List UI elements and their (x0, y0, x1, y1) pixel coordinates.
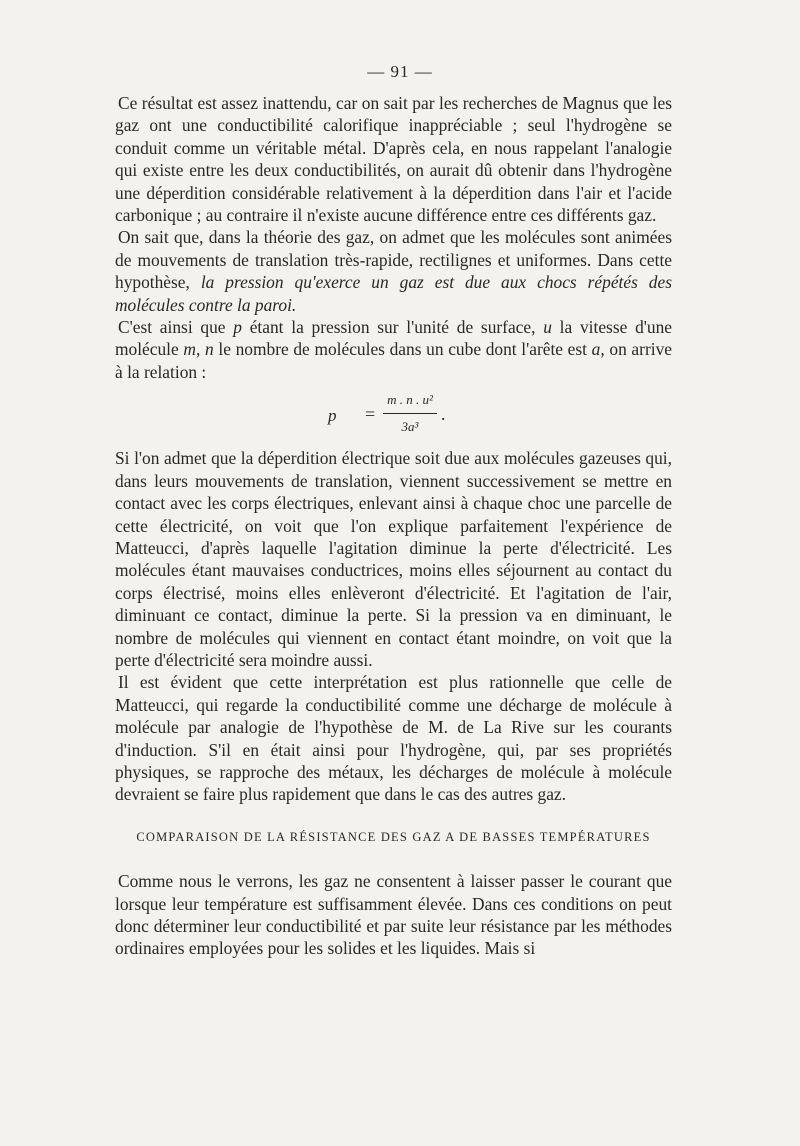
formula-numerator: m . n . u² (383, 389, 437, 413)
p3-e: on arrive à la relation : (115, 339, 672, 382)
formula-fraction (383, 389, 437, 438)
p3-a: C'est ainsi que (118, 317, 234, 338)
var-m: m, (183, 339, 201, 360)
p3-d: le nombre de molécules dans un cube dont l'arête est (213, 339, 592, 360)
var-p: p (233, 317, 242, 338)
var-n: n (205, 339, 214, 360)
p3-b: étant la pression sur l'unité de surface, (241, 317, 544, 338)
p3-c: la vitesse d'une molécule (115, 317, 673, 360)
paragraph-2-italic: la pression qu'exerce un gaz est due aux chocs répétés des molécules contre la paroi. (115, 272, 672, 315)
page-number: — 91 — (367, 62, 433, 81)
section-title: COMPARAISON DE LA RÉSISTANCE DES GAZ A DE BASSES TEMPÉRATURES (136, 829, 651, 844)
paragraph-2-text: On sait que, dans la théorie des gaz, on admet que les molécules sont animées de mouvements de translation très-rapide, rectilignes et uniformes. Dans cette hypothèse, (115, 227, 672, 293)
formula-equals: = (365, 404, 376, 425)
paragraph-5: Il est évident que cette interprétation est plus rationnelle que celle de Matteucci, qui regarde la conductibilité comme une décharge de molécule à molécule par analogie de l'hypothèse de M. de La Rive sur les courants d'induction. S'il en était ainsi pour l'hydrogène, qui, par ses propriétés physiques, se rapproche des métaux, les décharges de molécule à molécule devraient se faire plus rapidement que dans le cas des autres gaz. (115, 672, 672, 805)
paragraph-2 (115, 226, 672, 316)
body-text (115, 92, 672, 960)
paragraph-6: Comme nous le verrons, les gaz ne consentent à laisser passer le courant que lorsque leur température est suffisamment élevée. Dans ces conditions on peut donc déterminer leur conductibilité et par suite leur résistance par les méthodes ordinaires employées pour les solides et les liquides. Mais si (115, 871, 672, 959)
formula-denominator: 3a³ (401, 418, 419, 434)
pressure-formula (115, 385, 672, 445)
paragraph-1: Ce résultat est assez inattendu, car on sait par les recherches de Magnus que les gaz ont une conductibilité calorifique inappréciable ; seul l'hydrogène se conduit comme un véritable métal. D'après cela, en nous rappelant l'analogie qui existe entre les deux conductibilités, on aurait dû obtenir dans l'hydrogène une déperdition considérable relativement à la déperdition dans l'air et l'acide carbonique ; au contraire il n'existe aucune différence entre ces différents gaz. (115, 93, 672, 226)
formula-lhs: p (328, 406, 337, 426)
formula-period: . (441, 404, 446, 425)
var-u: u (543, 317, 552, 338)
paragraph-4: Si l'on admet que la déperdition électrique soit due aux molécules gazeuses qui, dans leurs mouvements de translation, viennent successivement se mettre en contact avec les corps électriques, enlevant ainsi à chaque choc une parcelle de cette électricité, on voit que l'on explique parfaitement l'expérience de Matteucci, d'après laquelle l'agitation diminue la perte d'électricité. Les molécules étant mauvaises conductrices, moins elles séjournent au contact du corps électrisé, moins elles enlèveront d'électricité. Et l'agitation de l'air, diminuant ce contact, diminue la perte. Si la pression va en diminuant, le nombre de molécules qui viennent en contact étant moindre, on voit que la perte d'électricité sera moindre aussi. (115, 448, 672, 670)
paragraph-3 (115, 316, 672, 383)
var-a: a, (591, 339, 605, 360)
